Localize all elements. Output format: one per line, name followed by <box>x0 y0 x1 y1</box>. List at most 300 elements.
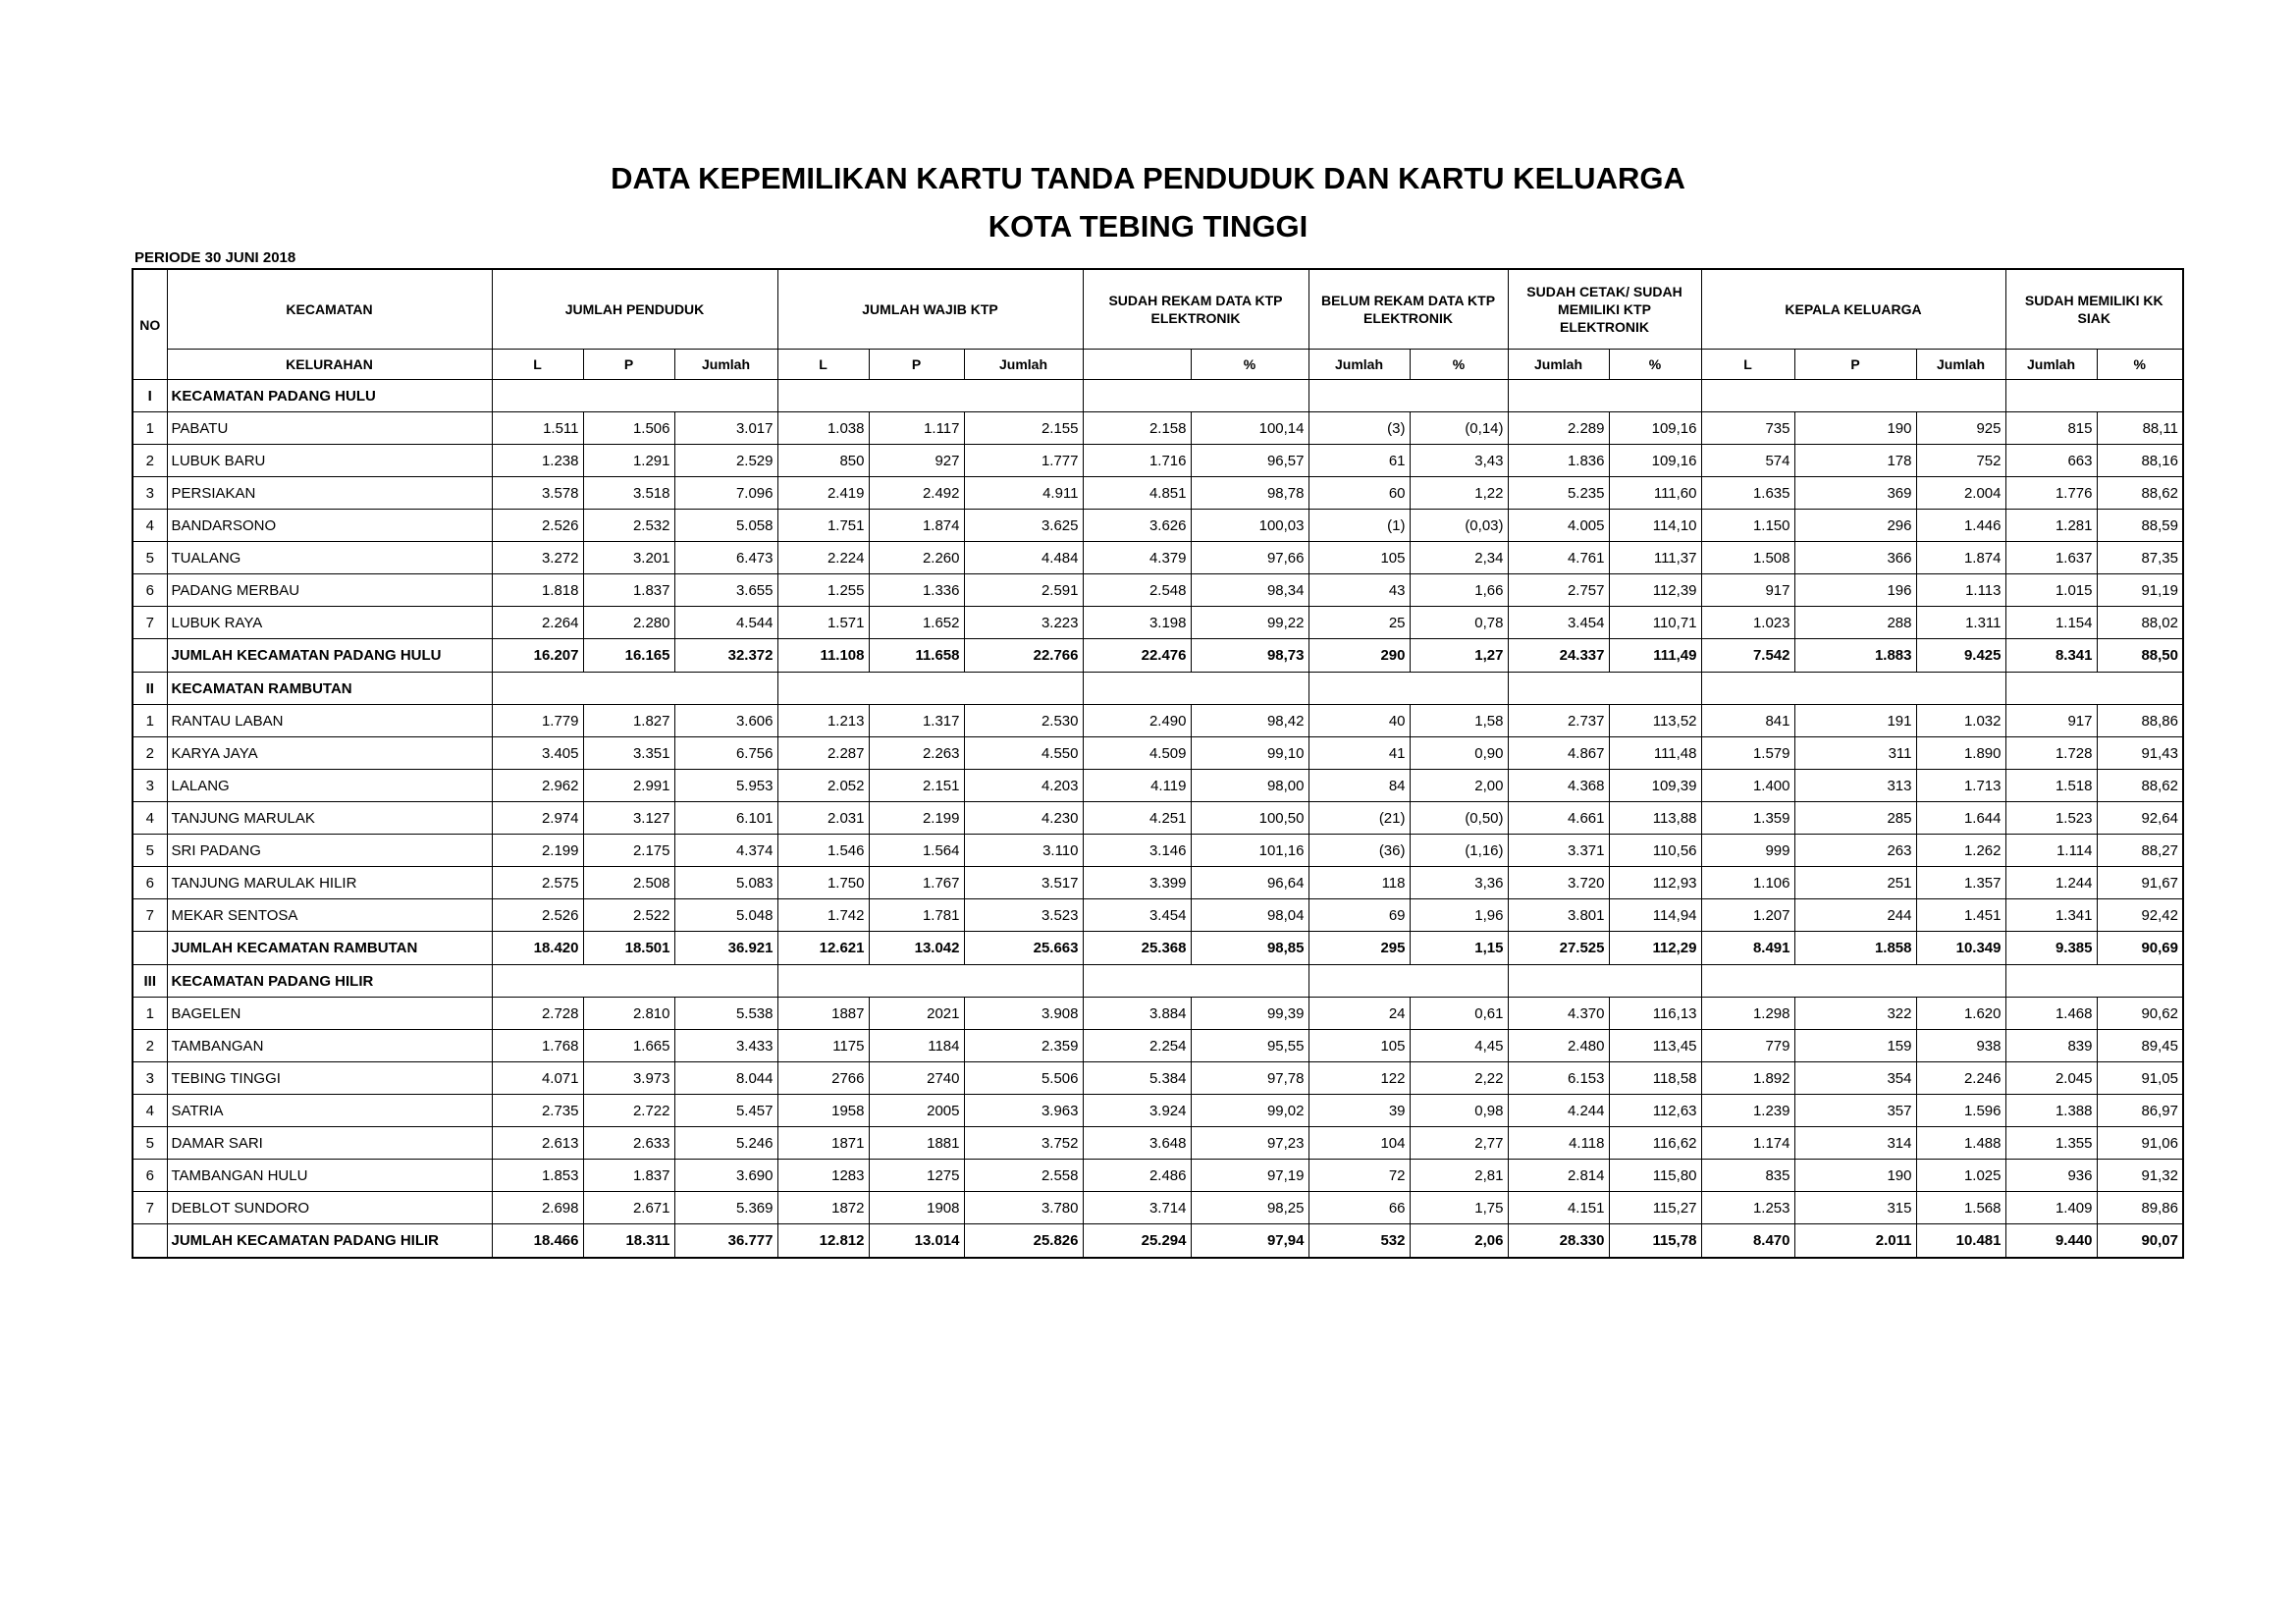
total-value-cell: 90,69 <box>2097 932 2183 965</box>
value-cell: 2.490 <box>1083 705 1191 737</box>
total-value-cell: 1,27 <box>1410 639 1508 673</box>
value-cell: 2.526 <box>492 510 583 542</box>
value-cell: 1.837 <box>583 574 674 607</box>
section-empty-cell <box>1701 965 2005 998</box>
value-cell: 2.529 <box>674 445 777 477</box>
value-cell: 2.492 <box>869 477 964 510</box>
value-cell: 4.230 <box>964 802 1083 835</box>
value-cell: 3.110 <box>964 835 1083 867</box>
value-cell: 2.052 <box>777 770 869 802</box>
row-number: 7 <box>133 899 167 932</box>
value-cell: 1.568 <box>1916 1192 2005 1224</box>
value-cell: 159 <box>1794 1030 1916 1062</box>
value-cell: 735 <box>1701 412 1794 445</box>
table-row <box>133 802 2183 835</box>
value-cell: 3.626 <box>1083 510 1191 542</box>
value-cell: 3.963 <box>964 1095 1083 1127</box>
value-cell: 354 <box>1794 1062 1916 1095</box>
value-cell: 116,13 <box>1609 998 1701 1030</box>
subheader-cell: L <box>492 350 583 380</box>
kelurahan-name: LALANG <box>167 770 492 802</box>
value-cell: 24 <box>1308 998 1410 1030</box>
value-cell: 779 <box>1701 1030 1794 1062</box>
value-cell: 4.509 <box>1083 737 1191 770</box>
subheader-cell: Jumlah <box>964 350 1083 380</box>
table-row <box>133 412 2183 445</box>
total-value-cell: 9.440 <box>2005 1224 2097 1259</box>
section-empty-cell <box>492 380 777 412</box>
value-cell: 2.004 <box>1916 477 2005 510</box>
value-cell: 1.400 <box>1701 770 1794 802</box>
value-cell: 2.359 <box>964 1030 1083 1062</box>
table-row <box>133 835 2183 867</box>
total-value-cell: 11.108 <box>777 639 869 673</box>
value-cell: 1.113 <box>1916 574 2005 607</box>
value-cell: 109,16 <box>1609 445 1701 477</box>
kelurahan-name: LUBUK RAYA <box>167 607 492 639</box>
value-cell: 1,75 <box>1410 1192 1508 1224</box>
value-cell: 2.974 <box>492 802 583 835</box>
value-cell: 5.235 <box>1508 477 1609 510</box>
value-cell: 99,10 <box>1191 737 1308 770</box>
total-value-cell: 25.826 <box>964 1224 1083 1259</box>
value-cell: 114,94 <box>1609 899 1701 932</box>
kelurahan-name: LUBUK BARU <box>167 445 492 477</box>
value-cell: 3.908 <box>964 998 1083 1030</box>
value-cell: 663 <box>2005 445 2097 477</box>
row-number: 2 <box>133 737 167 770</box>
total-value-cell: 97,94 <box>1191 1224 1308 1259</box>
section-empty-cell <box>777 673 1083 705</box>
value-cell: 89,45 <box>2097 1030 2183 1062</box>
value-cell: 112,39 <box>1609 574 1701 607</box>
value-cell: 95,55 <box>1191 1030 1308 1062</box>
value-cell: 1.488 <box>1916 1127 2005 1160</box>
value-cell: 1.239 <box>1701 1095 1794 1127</box>
value-cell: 2.287 <box>777 737 869 770</box>
total-value-cell: 88,50 <box>2097 639 2183 673</box>
row-number: 5 <box>133 835 167 867</box>
table-row <box>133 510 2183 542</box>
total-value-cell: 11.658 <box>869 639 964 673</box>
value-cell: 2.532 <box>583 510 674 542</box>
value-cell: 96,57 <box>1191 445 1308 477</box>
value-cell: 112,93 <box>1609 867 1701 899</box>
header-row-2 <box>133 350 2183 380</box>
value-cell: 1.262 <box>1916 835 2005 867</box>
value-cell: 2.280 <box>583 607 674 639</box>
total-row <box>133 1224 2183 1259</box>
value-cell: 84 <box>1308 770 1410 802</box>
total-value-cell: 7.542 <box>1701 639 1794 673</box>
value-cell: 1.874 <box>869 510 964 542</box>
total-value-cell: 36.921 <box>674 932 777 965</box>
value-cell: 3,36 <box>1410 867 1508 899</box>
value-cell: 1.341 <box>2005 899 2097 932</box>
value-cell: 1.446 <box>1916 510 2005 542</box>
total-value-cell <box>133 1224 167 1259</box>
table-row <box>133 1095 2183 1127</box>
table-row <box>133 1062 2183 1095</box>
kelurahan-name: SATRIA <box>167 1095 492 1127</box>
section-empty-cell <box>777 965 1083 998</box>
value-cell: 98,25 <box>1191 1192 1308 1224</box>
section-empty-cell <box>2005 673 2183 705</box>
value-cell: 2.175 <box>583 835 674 867</box>
value-cell: 91,32 <box>2097 1160 2183 1192</box>
total-value-cell: 32.372 <box>674 639 777 673</box>
value-cell: 4.484 <box>964 542 1083 574</box>
value-cell: 3.399 <box>1083 867 1191 899</box>
page-title: DATA KEPEMILIKAN KARTU TANDA PENDUDUK DAN KARTU KELUARGA <box>611 161 1685 195</box>
row-number: 5 <box>133 542 167 574</box>
value-cell: 88,59 <box>2097 510 2183 542</box>
table-row <box>133 607 2183 639</box>
value-cell: 2.151 <box>869 770 964 802</box>
total-value-cell: 8.491 <box>1701 932 1794 965</box>
value-cell: 311 <box>1794 737 1916 770</box>
kelurahan-name: PERSIAKAN <box>167 477 492 510</box>
header-no: NO <box>133 269 167 380</box>
total-label: JUMLAH KECAMATAN RAMBUTAN <box>167 932 492 965</box>
value-cell: 263 <box>1794 835 1916 867</box>
table-row <box>133 867 2183 899</box>
value-cell: 118,58 <box>1609 1062 1701 1095</box>
total-value-cell: 90,07 <box>2097 1224 2183 1259</box>
value-cell: 4.005 <box>1508 510 1609 542</box>
section-empty-cell <box>1083 380 1308 412</box>
value-cell: 109,16 <box>1609 412 1701 445</box>
value-cell: 1.892 <box>1701 1062 1794 1095</box>
value-cell: 3.017 <box>674 412 777 445</box>
value-cell: 3.433 <box>674 1030 777 1062</box>
value-cell: 1.359 <box>1701 802 1794 835</box>
value-cell: 1.523 <box>2005 802 2097 835</box>
value-cell: 5.058 <box>674 510 777 542</box>
value-cell: 110,71 <box>1609 607 1701 639</box>
value-cell: 1871 <box>777 1127 869 1160</box>
value-cell: 917 <box>1701 574 1794 607</box>
kelurahan-name: TEBING TINGGI <box>167 1062 492 1095</box>
subheader-cell: Jumlah <box>1508 350 1609 380</box>
value-cell: 98,42 <box>1191 705 1308 737</box>
value-cell: 3.648 <box>1083 1127 1191 1160</box>
value-cell: 1.768 <box>492 1030 583 1062</box>
section-empty-cell <box>1508 673 1701 705</box>
value-cell: 2.199 <box>492 835 583 867</box>
value-cell: 1.728 <box>2005 737 2097 770</box>
value-cell: 2740 <box>869 1062 964 1095</box>
section-empty-cell <box>1701 380 2005 412</box>
value-cell: 5.048 <box>674 899 777 932</box>
value-cell: 88,11 <box>2097 412 2183 445</box>
value-cell: 72 <box>1308 1160 1410 1192</box>
value-cell: 98,04 <box>1191 899 1308 932</box>
value-cell: (0,03) <box>1410 510 1508 542</box>
total-value-cell: 8.341 <box>2005 639 2097 673</box>
value-cell: 3.198 <box>1083 607 1191 639</box>
kelurahan-name: BAGELEN <box>167 998 492 1030</box>
table-row <box>133 542 2183 574</box>
total-value-cell: 25.368 <box>1083 932 1191 965</box>
value-cell: 91,19 <box>2097 574 2183 607</box>
value-cell: 1.853 <box>492 1160 583 1192</box>
value-cell: 1.506 <box>583 412 674 445</box>
row-number: 6 <box>133 867 167 899</box>
value-cell: 2.155 <box>964 412 1083 445</box>
value-cell: 88,16 <box>2097 445 2183 477</box>
header-kecamatan: KECAMATAN <box>167 269 492 350</box>
value-cell: 1.511 <box>492 412 583 445</box>
periode-label: PERIODE 30 JUNI 2018 <box>134 249 296 266</box>
value-cell: 2.530 <box>964 705 1083 737</box>
subheader-cell <box>1083 350 1191 380</box>
total-value-cell: 28.330 <box>1508 1224 1609 1259</box>
value-cell: 86,97 <box>2097 1095 2183 1127</box>
value-cell: 2766 <box>777 1062 869 1095</box>
value-cell: 5.953 <box>674 770 777 802</box>
value-cell: (21) <box>1308 802 1410 835</box>
value-cell: 88,27 <box>2097 835 2183 867</box>
subheader-cell: P <box>869 350 964 380</box>
value-cell: 109,39 <box>1609 770 1701 802</box>
value-cell: 4,45 <box>1410 1030 1508 1062</box>
value-cell: 2.254 <box>1083 1030 1191 1062</box>
section-roman: III <box>133 965 167 998</box>
value-cell: 2.526 <box>492 899 583 932</box>
total-row <box>133 639 2183 673</box>
total-value-cell: 10.349 <box>1916 932 2005 965</box>
value-cell: 815 <box>2005 412 2097 445</box>
value-cell: 1175 <box>777 1030 869 1062</box>
value-cell: 111,37 <box>1609 542 1701 574</box>
value-cell: 2.722 <box>583 1095 674 1127</box>
value-cell: (0,14) <box>1410 412 1508 445</box>
value-cell: 3.606 <box>674 705 777 737</box>
header-jumlah-penduduk: JUMLAH PENDUDUK <box>492 269 777 350</box>
value-cell: 1.388 <box>2005 1095 2097 1127</box>
value-cell: 118 <box>1308 867 1410 899</box>
value-cell: 4.118 <box>1508 1127 1609 1160</box>
total-value-cell: 2.011 <box>1794 1224 1916 1259</box>
value-cell: 3.146 <box>1083 835 1191 867</box>
value-cell: 3.578 <box>492 477 583 510</box>
value-cell: 5.538 <box>674 998 777 1030</box>
value-cell: 3.371 <box>1508 835 1609 867</box>
value-cell: 3,43 <box>1410 445 1508 477</box>
total-value-cell: 18.311 <box>583 1224 674 1259</box>
row-number: 4 <box>133 510 167 542</box>
row-number: 3 <box>133 1062 167 1095</box>
total-value-cell: 295 <box>1308 932 1410 965</box>
value-cell: 90,62 <box>2097 998 2183 1030</box>
value-cell: 1.213 <box>777 705 869 737</box>
kelurahan-name: TUALANG <box>167 542 492 574</box>
header-sudah-kk: SUDAH MEMILIKI KK SIAK <box>2005 269 2183 350</box>
value-cell: 1.409 <box>2005 1192 2097 1224</box>
table-row <box>133 737 2183 770</box>
subheader-cell: % <box>2097 350 2183 380</box>
value-cell: 2,81 <box>1410 1160 1508 1192</box>
value-cell: 1.508 <box>1701 542 1794 574</box>
section-row <box>133 673 2183 705</box>
value-cell: 3.272 <box>492 542 583 574</box>
row-number: 2 <box>133 445 167 477</box>
value-cell: 92,42 <box>2097 899 2183 932</box>
section-empty-cell <box>777 380 1083 412</box>
value-cell: 97,78 <box>1191 1062 1308 1095</box>
total-value-cell: 9.425 <box>1916 639 2005 673</box>
subheader-cell: Jumlah <box>674 350 777 380</box>
value-cell: 6.153 <box>1508 1062 1609 1095</box>
value-cell: 1.174 <box>1701 1127 1794 1160</box>
total-label: JUMLAH KECAMATAN PADANG HULU <box>167 639 492 673</box>
row-number: 5 <box>133 1127 167 1160</box>
value-cell: 98,00 <box>1191 770 1308 802</box>
value-cell: 1.244 <box>2005 867 2097 899</box>
value-cell: 1.579 <box>1701 737 1794 770</box>
value-cell: 1.468 <box>2005 998 2097 1030</box>
value-cell: 288 <box>1794 607 1916 639</box>
total-value-cell: 27.525 <box>1508 932 1609 965</box>
value-cell: 1.767 <box>869 867 964 899</box>
subheader-cell: Jumlah <box>1308 350 1410 380</box>
value-cell: 2.728 <box>492 998 583 1030</box>
row-number: 7 <box>133 1192 167 1224</box>
value-cell: 89,86 <box>2097 1192 2183 1224</box>
section-empty-cell <box>2005 965 2183 998</box>
value-cell: 4.071 <box>492 1062 583 1095</box>
table-row <box>133 705 2183 737</box>
table-row <box>133 899 2183 932</box>
value-cell: 322 <box>1794 998 1916 1030</box>
value-cell: 1887 <box>777 998 869 1030</box>
value-cell: 2,00 <box>1410 770 1508 802</box>
header-belum-rekam: BELUM REKAM DATA KTP ELEKTRONIK <box>1308 269 1508 350</box>
total-value-cell: 290 <box>1308 639 1410 673</box>
value-cell: 8.044 <box>674 1062 777 1095</box>
total-value-cell: 111,49 <box>1609 639 1701 673</box>
value-cell: 3.720 <box>1508 867 1609 899</box>
value-cell: 369 <box>1794 477 1916 510</box>
value-cell: 1.336 <box>869 574 964 607</box>
value-cell: 1.776 <box>2005 477 2097 510</box>
value-cell: 100,50 <box>1191 802 1308 835</box>
value-cell: 1908 <box>869 1192 964 1224</box>
subheader-cell: % <box>1609 350 1701 380</box>
total-row <box>133 932 2183 965</box>
value-cell: 1.777 <box>964 445 1083 477</box>
data-table <box>132 268 2184 1259</box>
value-cell: 191 <box>1794 705 1916 737</box>
total-value-cell: 1,15 <box>1410 932 1508 965</box>
row-number: 2 <box>133 1030 167 1062</box>
value-cell: 111,48 <box>1609 737 1701 770</box>
kelurahan-name: KARYA JAYA <box>167 737 492 770</box>
value-cell: 1.781 <box>869 899 964 932</box>
value-cell: 0,98 <box>1410 1095 1508 1127</box>
value-cell: 1,66 <box>1410 574 1508 607</box>
value-cell: 3.973 <box>583 1062 674 1095</box>
value-cell: 91,05 <box>2097 1062 2183 1095</box>
value-cell: 1958 <box>777 1095 869 1127</box>
value-cell: 2.480 <box>1508 1030 1609 1062</box>
value-cell: 88,62 <box>2097 477 2183 510</box>
row-number: 7 <box>133 607 167 639</box>
value-cell: 3.127 <box>583 802 674 835</box>
value-cell: 2021 <box>869 998 964 1030</box>
total-value-cell: 9.385 <box>2005 932 2097 965</box>
row-number: 1 <box>133 998 167 1030</box>
value-cell: 98,34 <box>1191 574 1308 607</box>
total-value-cell: 2,06 <box>1410 1224 1508 1259</box>
value-cell: 1.106 <box>1701 867 1794 899</box>
total-value-cell: 18.501 <box>583 932 674 965</box>
value-cell: 2.045 <box>2005 1062 2097 1095</box>
value-cell: 97,23 <box>1191 1127 1308 1160</box>
section-empty-cell <box>1308 673 1508 705</box>
value-cell: 5.083 <box>674 867 777 899</box>
total-value-cell: 18.420 <box>492 932 583 965</box>
value-cell: 1.751 <box>777 510 869 542</box>
section-empty-cell <box>492 965 777 998</box>
total-value-cell: 22.766 <box>964 639 1083 673</box>
value-cell: 2.548 <box>1083 574 1191 607</box>
value-cell: 1.652 <box>869 607 964 639</box>
value-cell: 61 <box>1308 445 1410 477</box>
value-cell: 190 <box>1794 412 1916 445</box>
section-empty-cell <box>1083 673 1308 705</box>
table-row <box>133 1192 2183 1224</box>
total-label: JUMLAH KECAMATAN PADANG HILIR <box>167 1224 492 1259</box>
value-cell: 66 <box>1308 1192 1410 1224</box>
value-cell: 0,78 <box>1410 607 1508 639</box>
total-value-cell: 532 <box>1308 1224 1410 1259</box>
row-number: 3 <box>133 770 167 802</box>
value-cell: 2.289 <box>1508 412 1609 445</box>
value-cell: 3.201 <box>583 542 674 574</box>
value-cell: 4.151 <box>1508 1192 1609 1224</box>
value-cell: 3.924 <box>1083 1095 1191 1127</box>
value-cell: 88,02 <box>2097 607 2183 639</box>
value-cell: 1.713 <box>1916 770 2005 802</box>
value-cell: 1283 <box>777 1160 869 1192</box>
total-value-cell: 18.466 <box>492 1224 583 1259</box>
row-number: 3 <box>133 477 167 510</box>
value-cell: 1.038 <box>777 412 869 445</box>
value-cell: 1.025 <box>1916 1160 2005 1192</box>
section-roman: II <box>133 673 167 705</box>
kelurahan-name: TAMBANGAN <box>167 1030 492 1062</box>
kelurahan-name: PABATU <box>167 412 492 445</box>
value-cell: 99,39 <box>1191 998 1308 1030</box>
row-number: 1 <box>133 705 167 737</box>
total-value-cell: 22.476 <box>1083 639 1191 673</box>
kelurahan-name: BANDARSONO <box>167 510 492 542</box>
value-cell: 1.716 <box>1083 445 1191 477</box>
value-cell: 2.613 <box>492 1127 583 1160</box>
value-cell: 1.890 <box>1916 737 2005 770</box>
value-cell: 4.661 <box>1508 802 1609 835</box>
value-cell: 999 <box>1701 835 1794 867</box>
value-cell: 41 <box>1308 737 1410 770</box>
value-cell: 1.827 <box>583 705 674 737</box>
value-cell: 91,06 <box>2097 1127 2183 1160</box>
value-cell: 2.633 <box>583 1127 674 1160</box>
total-value-cell <box>133 932 167 965</box>
value-cell: 1.637 <box>2005 542 2097 574</box>
value-cell: 1.665 <box>583 1030 674 1062</box>
